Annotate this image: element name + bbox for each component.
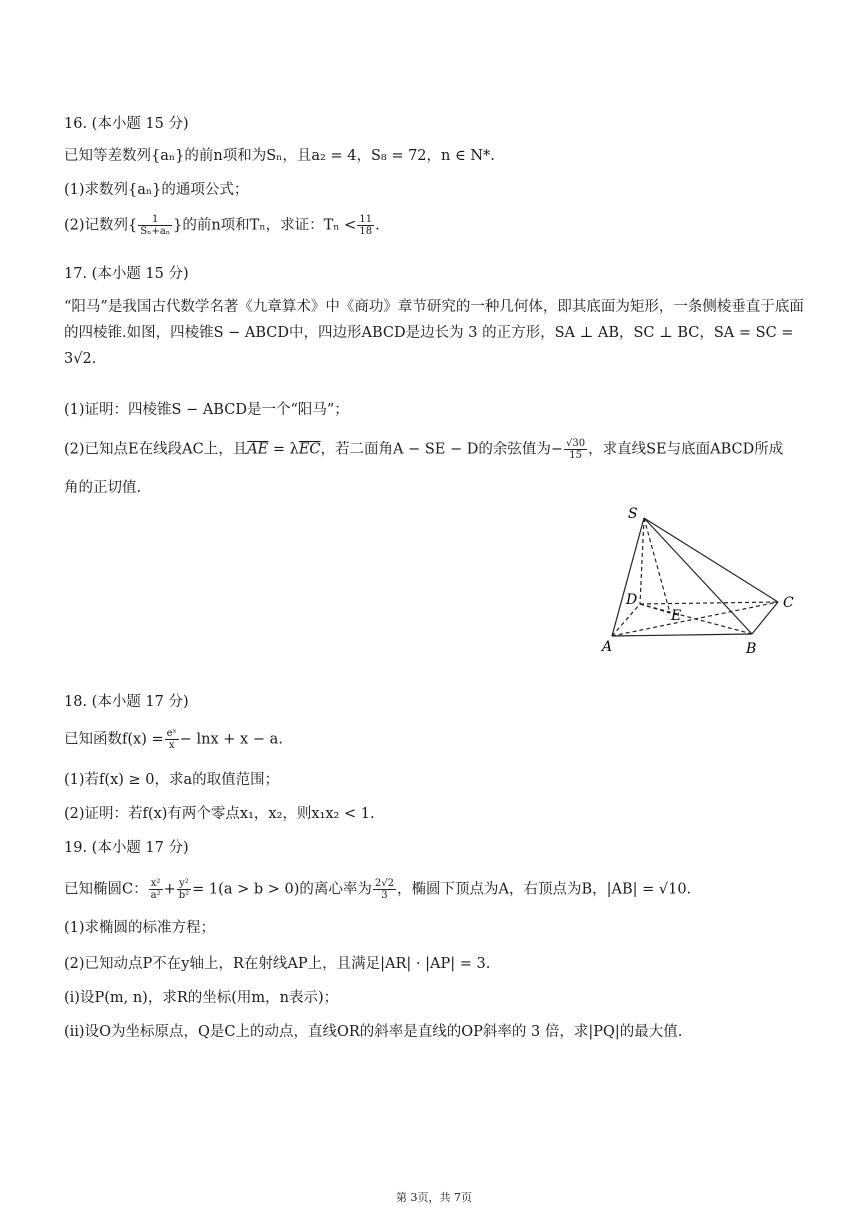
q18-fraction xyxy=(165,728,179,751)
q16-frac-den: Sₙ+aₙ xyxy=(140,226,171,237)
q17-part2-mid: ，若二面角A − SE − D的余弦值为− xyxy=(320,441,564,458)
q19-frac-x xyxy=(149,878,163,901)
q19-part2: (2)已知动点P不在y轴上，R在射线AP上，且满足|AR| · |AP| = 3. xyxy=(64,956,491,972)
vertex-label-s: S xyxy=(628,506,638,522)
vertex-label-b: B xyxy=(746,641,757,657)
vertex-label-d: D xyxy=(626,592,638,608)
edge-db xyxy=(640,604,752,634)
q17-part2-end: ，求直线SE与底面ABCD所成 xyxy=(588,441,784,458)
edge-dc xyxy=(640,602,778,604)
q17-vector-ec: $\overline{EC}$ xyxy=(298,441,321,458)
q17-part2-prefix: (2)已知点E在线段AC上，且 xyxy=(64,441,248,458)
q17-frac-num: √30 xyxy=(566,438,586,449)
q19-e-num: 2√2 xyxy=(374,878,394,889)
q19-stem-prefix: 已知椭圆C： xyxy=(64,881,148,898)
q16-part2-prefix: (2)记数列{ xyxy=(64,217,138,234)
q17-part2-eq: = λ xyxy=(268,441,299,458)
q19-stem-end: ，椭圆下顶点为A，右顶点为B，|AB| = √10. xyxy=(396,881,692,898)
q16-fraction xyxy=(138,214,172,237)
q16-rhs-fraction xyxy=(357,214,374,237)
q19-e-den: 3 xyxy=(381,890,388,901)
q17-part2-cont: 角的正切值. xyxy=(64,480,142,496)
q19-plus: + xyxy=(163,881,176,898)
q19-part2-i: (i)设P(m, n)，求R的坐标(用m，n表示)； xyxy=(64,990,339,1006)
q19-frac-y-den: b² xyxy=(178,890,190,901)
q17-header: 17. (本小题 15 分) xyxy=(64,266,189,282)
q16-part2 xyxy=(64,214,380,237)
q16-part2-end: . xyxy=(375,217,380,234)
q17-fraction xyxy=(564,438,587,461)
q17-frac-den: 15 xyxy=(569,450,582,461)
vertex-label-a: A xyxy=(602,639,613,655)
q19-part1: (1)求椭圆的标准方程； xyxy=(64,920,216,936)
q17-part1: (1)证明：四棱锥S − ABCD是一个“阳马”； xyxy=(64,402,349,418)
q19-header: 19. (本小题 17 分) xyxy=(64,840,189,856)
edge-ab xyxy=(612,634,752,636)
page-footer: 第 3页，共 7页 xyxy=(396,1191,472,1204)
pyramid-figure xyxy=(590,500,810,665)
q16-part1: (1)求数列{aₙ}的通项公式； xyxy=(64,182,249,198)
q19-frac-x-num: x² xyxy=(149,878,163,890)
q17-part2 xyxy=(64,438,783,461)
q18-stem xyxy=(64,728,283,751)
q16-rhs-den: 18 xyxy=(359,226,373,237)
q19-eccentricity xyxy=(373,878,396,901)
q17-vector-ae: $\overline{AE}$ xyxy=(247,441,269,458)
q18-frac-den: x xyxy=(168,740,175,751)
edge-bc xyxy=(752,602,778,634)
q16-header: 16. (本小题 15 分) xyxy=(64,116,189,132)
q16-frac-num: 1 xyxy=(138,214,172,226)
q19-stem-mid: = 1(a > b > 0)的离心率为 xyxy=(192,881,372,898)
q16-rhs-num: 11 xyxy=(359,214,373,225)
q19-frac-y-num: y² xyxy=(177,878,191,890)
q18-stem-end: − lnx + x − a. xyxy=(179,731,283,748)
q18-frac-num: eˣ xyxy=(166,728,177,739)
q16-part2-mid: }的前n项和Tₙ，求证：Tₙ < xyxy=(173,217,357,234)
q16-stem: 已知等差数列{aₙ}的前n项和为Sₙ，且a₂ = 4，S₈ = 72，n ∈ N*. xyxy=(64,148,495,164)
q18-part2: (2)证明：若f(x)有两个零点x₁，x₂，则x₁x₂ < 1. xyxy=(64,806,375,822)
q18-header: 18. (本小题 17 分) xyxy=(64,694,189,710)
q18-part1: (1)若f(x) ≥ 0，求a的取值范围； xyxy=(64,772,280,788)
vertex-label-c: C xyxy=(783,595,794,611)
q18-stem-prefix: 已知函数f(x) = xyxy=(64,731,164,748)
q19-frac-y xyxy=(177,878,191,901)
q19-part2-ii: (ii)设O为坐标原点，Q是C上的动点，直线OR的斜率是直线的OP斜率的 3 倍，求|PQ|的最大值. xyxy=(64,1024,683,1040)
vertex-label-e: E xyxy=(671,608,682,624)
q19-stem xyxy=(64,878,691,901)
q17-stem: “阳马”是我国古代数学名著《九章算术》中《商功》章节研究的一种几何体，即其底面为矩形，一条侧棱垂直于底面的四棱锥.如图，四棱锥S − ABCD中，四边形ABCD是边长为 3 的正方形，SA ⊥ AB，SC ⊥ BC，SA = SC = 3√2. xyxy=(64,299,804,367)
q19-frac-x-den: a² xyxy=(150,890,161,901)
